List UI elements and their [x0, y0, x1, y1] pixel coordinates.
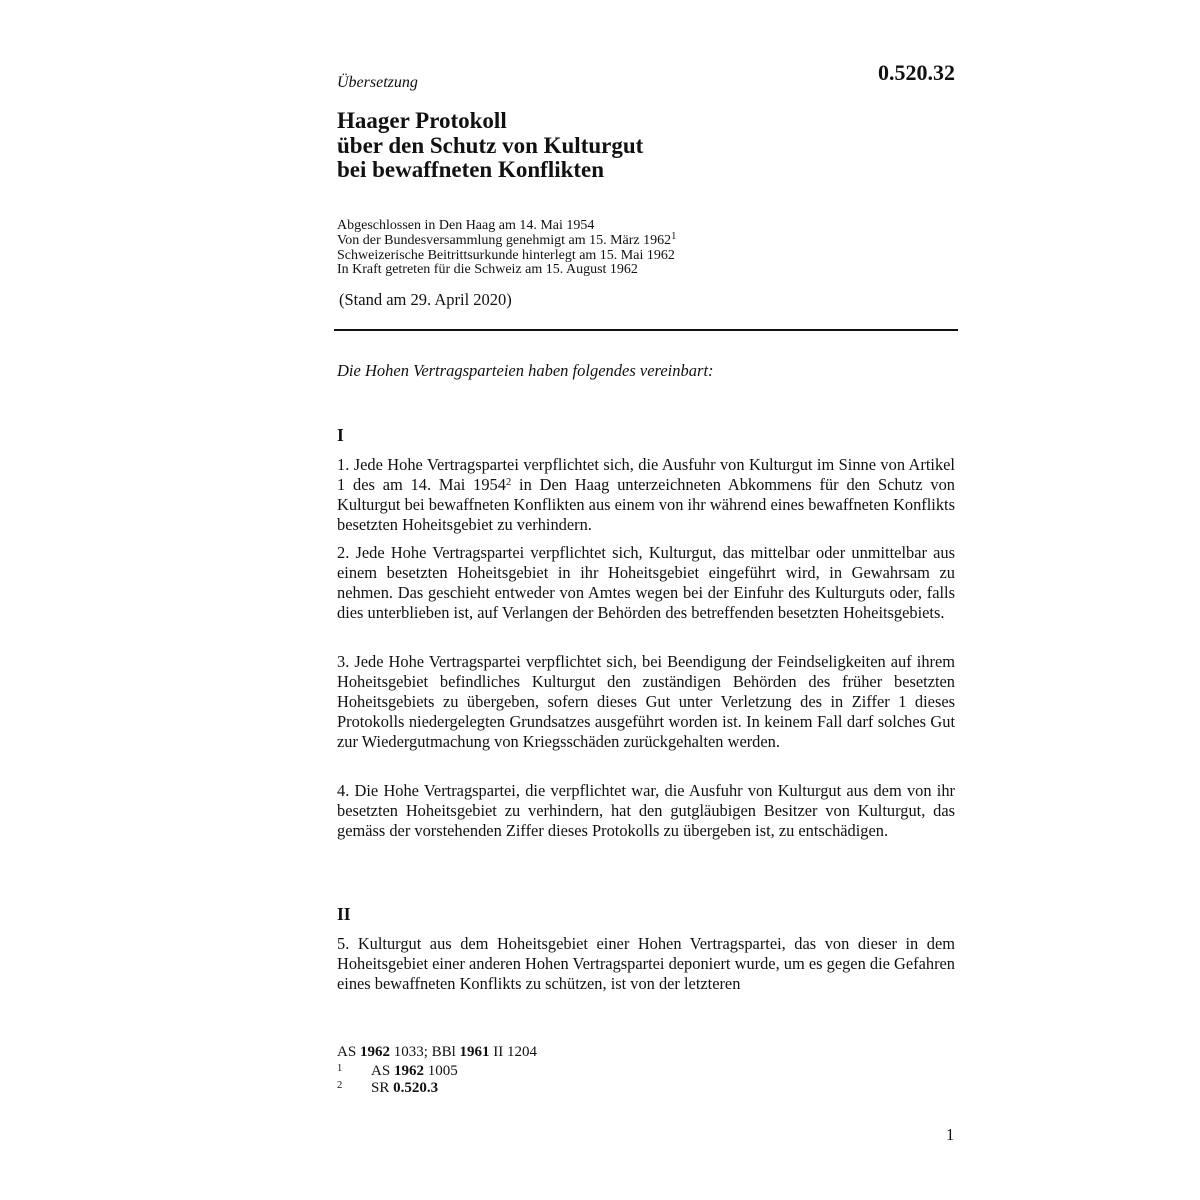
translation-label: Übersetzung — [337, 74, 418, 91]
paragraph-2: 2. Jede Hohe Vertragspartei verpflichtet sich, Kulturgut, das mittelbar oder unmittelbar aus einem besetzten Hoheitsgebiet in ihr Hoheitsgebiet eingeführt wird, in Gewahrsam zu nehmen. Das geschieht entweder von Amtes wegen bei der Einfuhr des Kulturguts oder, falls dies unterblieben ist, auf Verlangen der Behörden des betreffenden besetzten Hoheitsgebiets. — [337, 543, 955, 622]
section-heading-2: II — [337, 904, 351, 924]
paragraph-1-text-b: in Den Haag unterzeichneten Abkommens für den Schutz von Kulturgut bei bewaffneten Konflikten aus einem von ihr während eines bewaffneten Konflikts besetzten Hoheitsgebiet zu verhindern. — [337, 475, 955, 534]
paragraph-5: 5. Kulturgut aus dem Hoheitsgebiet einer Hohen Vertragspartei, das von dieser in dem Hoheitsgebiet einer anderen Hohen Vertragspartei deponiert wurde, um es gegen die Gefahren eines bewaffneten Konflikts zu schützen, ist von der letzteren — [337, 934, 955, 993]
footnote-2-mark: 2 — [337, 1080, 343, 1091]
title-line-3: bei bewaffneten Konflikten — [337, 157, 605, 182]
paragraph-1 — [337, 455, 955, 535]
sr-number: 0.520.32 — [878, 60, 955, 85]
deposited-line: Schweizerische Beitrittsurkunde hinterlegt am 15. Mai 1962 — [337, 247, 675, 263]
title-line-2: über den Schutz von Kulturgut — [337, 132, 644, 158]
source-year-1: 1962 — [359, 1044, 390, 1060]
paragraph-3: 3. Jede Hohe Vertragspartei verpflichtet sich, bei Beendigung der Feindseligkeiten auf ihrem Hoheitsgebiet befindliches Kulturgut den zuständigen Behörden des früher besetzten Hoheitsgebiets zu übergeben, sofern dieses Gut unter Verletzung des in Ziffer 1 dieses Protokolls niedergelegten Grundsatzes ausgeführt worden ist. In keinem Fall darf solches Gut zur Wiedergutmachung von Kriegsschäden zurückgehalten werden. — [337, 652, 955, 751]
footnote-ref-2[interactable]: 2 — [505, 477, 512, 488]
source-reference — [337, 1044, 537, 1061]
source-mid: 1033; BBl — [389, 1044, 460, 1060]
source-suffix: II 1204 — [489, 1044, 538, 1060]
footnote-ref-1[interactable]: 1 — [671, 230, 677, 242]
in-force-line: In Kraft getreten für die Schweiz am 15. August 1962 — [337, 262, 638, 278]
concluded-line: Abgeschlossen in Den Haag am 14. Mai 1954 — [337, 218, 595, 233]
preamble: Die Hohen Vertragsparteien haben folgendes vereinbart: — [337, 361, 714, 380]
footnote-1-year: 1962 — [393, 1063, 424, 1079]
header-divider — [334, 329, 958, 331]
footnote-1-prefix: AS — [371, 1063, 394, 1079]
page-number: 1 — [946, 1125, 955, 1144]
approved-text: Von der Bundesversammlung genehmigt am 15. März 1962 — [337, 232, 672, 248]
approved-line — [337, 230, 957, 249]
paragraph-4: 4. Die Hohe Vertragspartei, die verpflichtet war, die Ausfuhr von Kulturgut aus dem von ihr besetzten Hoheitsgebiet zu verhindern, hat den gutgläubigen Besitzer von Kulturgut, das gemäss der vorstehenden Ziffer dieses Protokolls zu übergeben ist, zu entschädigen. — [337, 781, 955, 840]
title-line-1: Haager Protokoll — [337, 108, 507, 133]
source-year-2: 1961 — [459, 1044, 490, 1060]
status-date: (Stand am 29. April 2020) — [339, 290, 512, 309]
footnote-1 — [337, 1063, 458, 1080]
document-title — [337, 109, 957, 183]
footnote-2-prefix: SR — [371, 1080, 394, 1096]
footnote-2 — [337, 1080, 438, 1097]
footnote-1-mark: 1 — [337, 1063, 343, 1074]
paragraph-1-text-a: 1. Jede Hohe Vertragspartei verpflichtet sich, die Ausfuhr von Kulturgut im Sinne von Artikel 1 des am 14. Mai 1954 — [337, 455, 955, 494]
source-prefix: AS — [337, 1044, 360, 1060]
footnote-1-suffix: 1005 — [423, 1063, 458, 1079]
footnote-2-sr: 0.520.3 — [393, 1080, 439, 1096]
section-heading-1: I — [337, 425, 344, 445]
document-metadata — [337, 219, 957, 278]
